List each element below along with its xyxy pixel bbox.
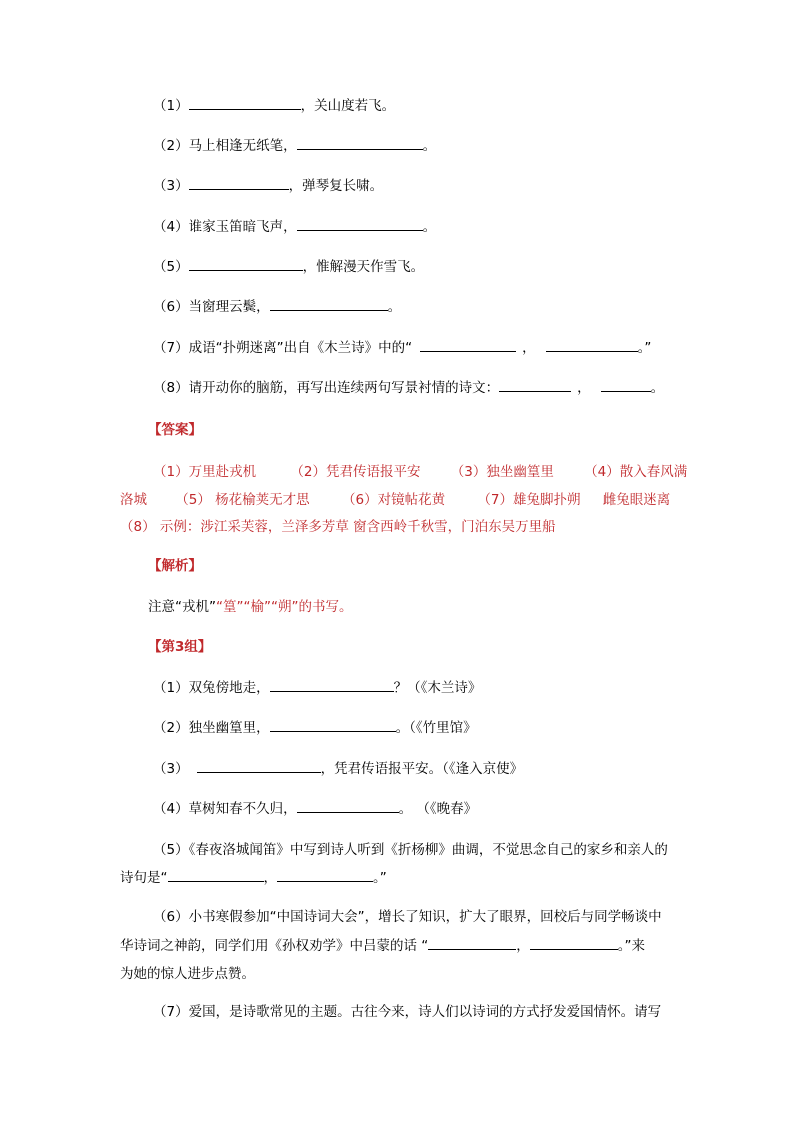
question-8 — [153, 378, 664, 398]
question-text: 。 （《晚春》 — [398, 801, 478, 817]
question-text: 独坐幽篁里， — [188, 720, 270, 736]
answer-blank[interactable] — [197, 759, 321, 773]
answer-line-3 — [120, 513, 680, 541]
question-text: ， — [577, 380, 591, 396]
answer-line-2 — [120, 486, 680, 514]
g3-question-4 — [153, 799, 477, 819]
answer-item: （1）万里赴戎机 — [153, 464, 257, 480]
question-number: （7） — [153, 340, 189, 356]
question-text: 马上相逢无纸笔， — [188, 138, 297, 154]
group-3-heading: 【第3组】 — [148, 639, 212, 655]
answer-blank[interactable] — [189, 257, 303, 271]
question-text: （5）《春夜洛城闻笛》中写到诗人听到《折杨柳》曲调，不觉思念自己的家乡和亲人的 — [153, 842, 668, 858]
answer-blank[interactable] — [270, 297, 388, 311]
question-text: 双兔傍地走， — [188, 680, 270, 696]
question-number: （8） — [153, 380, 189, 396]
analysis-text-part: 的书写。 — [298, 599, 353, 615]
question-text: 。 — [422, 219, 437, 235]
question-number: （2） — [153, 138, 189, 154]
question-text: 。（《竹里馆》 — [395, 720, 477, 736]
question-text: 成语“扑朔迷离”出自《木兰诗》中的“ — [188, 340, 413, 356]
answer-blank[interactable] — [270, 718, 396, 732]
question-2 — [153, 136, 436, 156]
question-number: （1） — [153, 680, 189, 696]
answer-blank[interactable] — [189, 176, 289, 190]
question-text: 当窗理云鬓， — [188, 299, 270, 315]
question-number: （3） — [153, 761, 189, 777]
answer-item: （2）凭君传语报平安 — [290, 464, 421, 480]
g3-question-3 — [153, 759, 523, 779]
answer-item: （5） 杨花榆荚无才思 — [175, 492, 310, 508]
g3-question-5 — [153, 840, 668, 860]
answer-line-1 — [153, 458, 713, 486]
analysis-text-part: 注意“戎机” — [148, 599, 216, 615]
question-text: 。 — [422, 138, 437, 154]
question-number: （5） — [153, 259, 189, 275]
g3-question-6 — [153, 907, 662, 927]
question-number: （1） — [153, 98, 189, 114]
question-number: （3） — [153, 178, 189, 194]
question-text: 。” — [637, 340, 652, 356]
question-text: ，弹琴复长啸。 — [288, 178, 384, 194]
g3-question-2 — [153, 718, 477, 738]
answer-item: （7）雄兔脚扑朔 — [477, 492, 581, 508]
question-text: 华诗词之神韵，同学们用《孙权劝学》中吕蒙的话 “ — [120, 938, 429, 954]
question-6 — [153, 297, 401, 317]
question-text: 请开动你的脑筋，再写出连续两句写景衬情的诗文： — [188, 380, 500, 396]
question-text: ，惟解漫天作雪飞。 — [302, 259, 425, 275]
answer-item: 雌兔眼迷离 — [602, 492, 671, 508]
question-text: 。 — [650, 380, 665, 396]
answer-blank[interactable] — [499, 378, 571, 392]
answer-blank[interactable] — [189, 96, 301, 110]
question-number: （2） — [153, 720, 189, 736]
question-text: 谁家玉笛暗飞声， — [188, 219, 297, 235]
question-text: （6）小书寒假参加“中国诗词大会”，增长了知识，扩大了眼界，回校后与同学畅谈中 — [153, 909, 662, 925]
answer-blank[interactable] — [297, 136, 423, 150]
answer-blank[interactable] — [297, 217, 423, 231]
question-number: （4） — [153, 801, 189, 817]
answer-blank[interactable] — [428, 936, 516, 950]
question-5 — [153, 257, 424, 277]
answer-item: （6）对镜帖花黄 — [341, 492, 446, 508]
question-text: 为她的惊人进步点赞。 — [120, 966, 255, 982]
question-text: ， — [263, 870, 277, 886]
question-text: ， — [522, 340, 536, 356]
answer-blank[interactable] — [546, 338, 638, 352]
question-4 — [153, 217, 436, 237]
answer-blank[interactable] — [297, 799, 399, 813]
answer-heading: 【答案】 — [148, 422, 202, 438]
answer-blank[interactable] — [168, 868, 264, 882]
analysis-heading: 【解析】 — [148, 558, 202, 574]
question-number: （4） — [153, 219, 189, 235]
g3-question-6-line-2 — [120, 936, 645, 956]
analysis-text — [148, 597, 352, 617]
question-text: 。” — [373, 870, 387, 886]
answer-blank[interactable] — [270, 678, 394, 692]
question-text: ，凭君传语报平安。（《逢入京使》 — [320, 761, 524, 777]
answer-item: 洛城 — [120, 492, 147, 508]
question-number: （6） — [153, 299, 189, 315]
g3-question-6-line-3 — [120, 964, 255, 984]
question-7 — [153, 338, 651, 358]
answer-blank[interactable] — [601, 378, 651, 392]
question-text: 草树知春不久归， — [188, 801, 297, 817]
question-text: 诗句是“ — [120, 870, 168, 886]
question-text: ？（《木兰诗》 — [393, 680, 482, 696]
question-3 — [153, 176, 383, 196]
answer-item: （8） 示例：涉江采芙蓉，兰泽多芳草 窗含西岭千秋雪，门泊东吴万里船 — [120, 519, 556, 535]
question-text: ， — [516, 938, 530, 954]
question-text: 。 — [387, 299, 402, 315]
analysis-highlight: “篁”“榆”“朔” — [216, 599, 299, 615]
g3-question-5-line-2 — [120, 868, 387, 888]
answer-blank[interactable] — [277, 868, 373, 882]
question-text: 。”来 — [617, 938, 646, 954]
question-text: ，关山度若飞。 — [300, 98, 396, 114]
g3-question-1 — [153, 678, 481, 698]
question-text: （7）爱国，是诗歌常见的主题。古往今来，诗人们以诗词的方式抒发爱国情怀。请写 — [153, 1004, 662, 1020]
answer-item: （4）散入春风满 — [584, 464, 688, 480]
answer-item: （3）独坐幽篁里 — [450, 464, 554, 480]
g3-question-7 — [153, 1002, 661, 1022]
question-1 — [153, 96, 395, 116]
answer-blank[interactable] — [420, 338, 516, 352]
answer-blank[interactable] — [530, 936, 618, 950]
